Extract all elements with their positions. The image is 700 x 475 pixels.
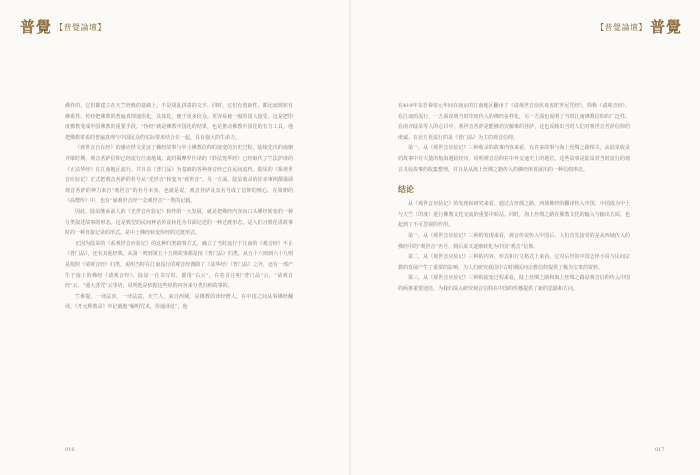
paragraph: 第二，从《观世音应验记》三种的内容、形式和行文格式上来看，它对后世的中国志怪小说与民间宗教的发展产生了重要的影响，为人们研究我国中古时期民间宗教信仰提供了极为宝贵的资料。 <box>398 254 630 271</box>
section-title: 【普覺論壇】 <box>55 23 107 32</box>
paragraph: 《观世音自在经》的感应经文见证了佛经故事与中土佛教信仰的演变的历史过程。陆续先出的南朝齐梁时期，观音菩萨信仰已经流行江南地域。此时揭摩罗什译的《妙法莲华经》已经取代了竺法护译的《正法华经》在江南地区流行。并且以《普门品》为基础的各种观音经已在民间流传。陆杲的《系观世音应验记》正式把观音菩萨的名号从“光世音”转变为“观世音”。另一方面，陆杲收录的许多事例都强调观音菩萨的神力来自“观世音”的名号本身。也就是说，观音菩萨及其名号成了信仰的核心。在梁朝的《高僧传》中，也有“诵观世音经”“念观世音”一类的记载。 <box>65 145 293 205</box>
right-body-text <box>398 101 630 295</box>
paragraph: 第三，从《观世音应验记》三种的流变过程来看，陆上丝绸之路和海上丝绸之路是观音信仰传入中国的两条重要途径，为我们深入研究观音信仰在中国的传播提供了新的思路和方向。 <box>398 275 630 292</box>
page-number: 017 <box>655 447 665 453</box>
paragraph: 在419年东晋恭帝元年间在南京的江南地区翻译了《请观世音消伏毒害陀罗尼咒经》，简称《请观音经》。在江南的流行，一方面说明当时印度传入的佛经多样化，另一方面也说明了当时江南佛教信仰的广泛性。在南齐陆杲等人的心目中，观世音菩萨是能够消灾解难的菩萨，这也反映出当时人们对观世音菩萨信仰的虔诚。在北方更流行的是《普门品》为主的观音信仰。 <box>398 103 630 141</box>
running-header-right <box>596 20 682 35</box>
paragraph: 第一，从《观世音应验记》三种收录的故事内容来看，有许多故事与海上丝绸之路相关。从陆杲收录的故事中有大量的航海遇险经历，说明观音信仰在中外交通史上的地位。这些故事是陆杲对当时流行的观音灵验故事的收集整理，并且是从海上丝绸之路传入的佛经所发展出的一种信仰形态。 <box>398 145 630 173</box>
paragraph: 竺难提，一译法喜，一译法意，天竺人，来自西域，是佛教的译经僧人。在中国之间从事佛经翻译，《开元释教录》中记载他“解明咒术，传通译仗”，他 <box>65 293 293 311</box>
journal-logo: 普覺 <box>649 18 682 36</box>
paragraph: 从《观世音应验记》的发现和研究来看，通过古丝绸之路，西域佛经的翻译传入中国，中国成为中土与天竺（印度）进行佛教文化交流的重要中转站。同时，海上丝绸之路在佛教文化的输入与输出方面，也起到了不可忽视的作用。 <box>398 201 630 229</box>
paragraph: 因此，陆杲继承前人的《光世音应验记》和作的一大发展，就是把佛经内容向口头佛经转变的一种分类叙述故事的形态。这是典型的民间神话传说转化为书面记述的一种过渡形态，是人们习惯化讲故事时的一种直接记录的形式。是中土佛经转变传经的过渡形式。 <box>65 208 293 237</box>
paragraph: 第一，从《观世音应验记》三种的发现来看，观音传说传入中国后，人们首先接受的是从西域传入的佛经中的“观世音”名号，到后来又逐渐转化为中国“观音”信仰。 <box>398 232 630 250</box>
right-page <box>350 0 700 475</box>
conclusion-heading: 结论 <box>398 184 414 195</box>
section-title: 【普覺論壇】 <box>595 23 647 32</box>
running-header-left <box>20 20 106 35</box>
page-number: 016 <box>65 447 75 453</box>
journal-logo: 普覺 <box>20 18 53 36</box>
paragraph: 正因为陆杲的《系观世音应验记》的这种归类叙事方式，确立了当时流行于江南的《观音经》不止《普门品》，还有其他经典。从第一则到第五十五则故事都是按《普门品》归类。从五十六则到六十九则是按照《请观音经》归类，说明当时在江南流行的观音经典除了《法华经》《普门品》之外，还有一部产生于南土的佛经《请观音经》。陆杲一在书写时，都用“右云”，在卷首注明“普门品”云，“请观音经”云，“通大悲咒”云等语，说明他是依据这些经的内容来分类归纳故事的。 <box>65 240 293 290</box>
left-body-text <box>65 101 293 313</box>
paragraph: 佛作的。它们都建立在天竺经典的基础上，不是胡乱拼凑的文字。同时，它们有创新性，都比较简短有佛系性，传经把佛教的普遍真理通俗化，具体化，便于更多信众。更容易被一般的国人接受。这是把印度佛教变成中国佛教的重要手段。“伪经”就是佛教中国化的结果，也是推动佛教中国化的有力工具。他把佛教常说的普遍真理与中国民众的实际要求结合在一起，具有强大的生命力。 <box>65 103 293 141</box>
